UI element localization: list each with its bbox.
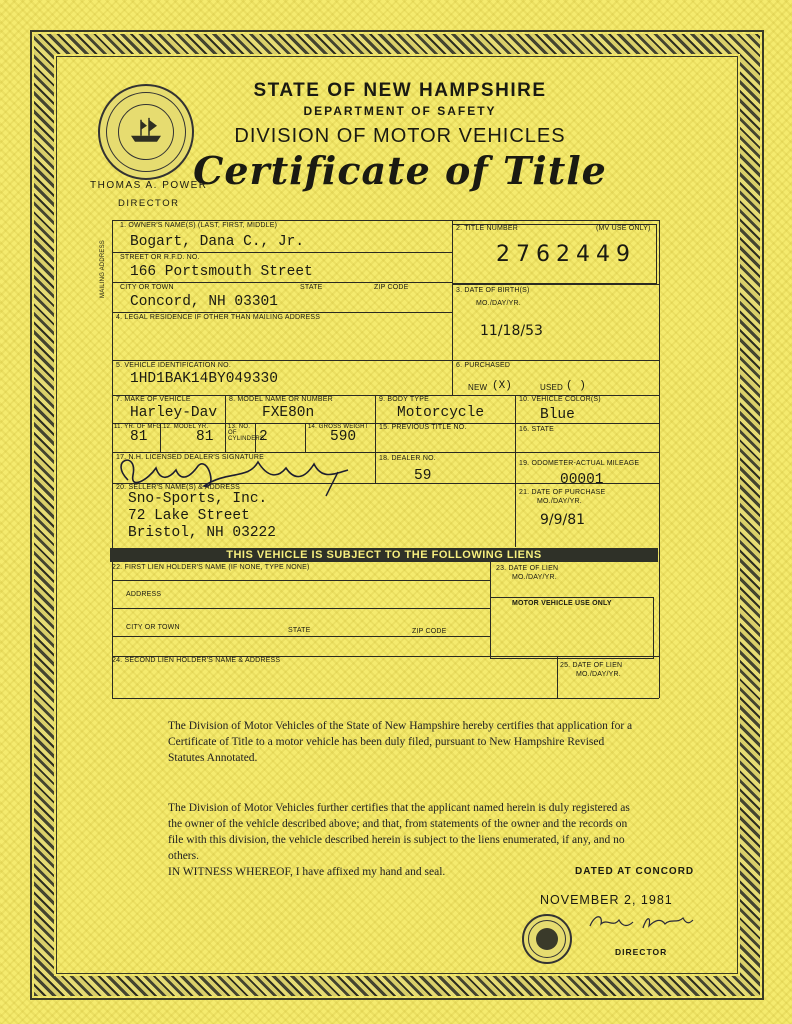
prev-title-label: 15. PREVIOUS TITLE NO. — [379, 424, 467, 431]
seller-street-value: 72 Lake Street — [128, 508, 250, 524]
seller-city-value: Bristol, NH 03222 — [128, 525, 276, 541]
issue-date: NOVEMBER 2, 1981 — [540, 893, 673, 907]
mv-use-only-label: MOTOR VEHICLE USE ONLY — [512, 600, 612, 607]
state-heading: STATE OF NEW HAMPSHIRE — [253, 80, 547, 101]
director-signature — [585, 906, 695, 936]
new-mark: (X) — [492, 380, 512, 392]
owner-label: 1. OWNER'S NAME(S) (LAST, FIRST, MIDDLE) — [120, 222, 278, 229]
yr-mfg-value: 81 — [130, 429, 148, 445]
lien-format2-label: MO./DAY/YR. — [576, 671, 621, 678]
gross-weight-label: 14. GROSS WEIGHT — [308, 424, 369, 430]
purchase-date-value: 9/9/81 — [540, 512, 586, 528]
department-heading: DEPARTMENT OF SAFETY — [303, 104, 497, 118]
seller-label: 20. SELLER'S NAME(S) & ADDRESS — [116, 484, 241, 491]
dob-label: 3. DATE OF BIRTH(S) — [456, 287, 530, 294]
street-value: 166 Portsmouth Street — [130, 264, 313, 280]
purchase-date-label: 21. DATE OF PURCHASE — [519, 489, 606, 496]
gross-weight-value: 590 — [330, 429, 357, 445]
yr-mfg-label: 11. YR. OF MFG. — [114, 424, 164, 430]
city-value: Concord, NH 03301 — [130, 294, 278, 310]
dealer-no-label: 18. DEALER NO. — [379, 455, 436, 462]
model-yr-value: 81 — [196, 429, 214, 445]
dated-at: DATED AT CONCORD — [575, 866, 695, 877]
model-yr-label: 12. MODEL YR. — [163, 424, 209, 430]
color-value: Blue — [540, 407, 575, 423]
used-label: USED — [540, 383, 564, 392]
state16-label: 16. STATE — [519, 426, 554, 433]
mv-use-label: (MV USE ONLY) — [596, 225, 651, 232]
body-label: 9. BODY TYPE — [379, 396, 429, 403]
signer-title: DIRECTOR — [615, 947, 668, 957]
mailing-address-label: MAILING ADDRESS — [100, 239, 106, 298]
make-label: 7. MAKE OF VEHICLE — [116, 396, 191, 403]
lien-date2-label: 25. DATE OF LIEN — [560, 662, 623, 669]
odometer-label: 19. ODOMETER-ACTUAL MILEAGE — [519, 460, 640, 467]
color-label: 10. VEHICLE COLOR(S) — [519, 396, 601, 403]
state-label: STATE — [300, 284, 323, 291]
model-value: FXE80n — [262, 405, 315, 421]
zip-label: ZIP CODE — [374, 284, 409, 291]
purchase-format-label: MO./DAY/YR. — [537, 498, 582, 505]
purchased-label: 6. PURCHASED — [456, 362, 511, 369]
owner-value: Bogart, Dana C., Jr. — [130, 234, 305, 250]
director-name: THOMAS A. POWER — [90, 180, 208, 191]
odometer-value: 00001 — [560, 472, 604, 488]
dob-format-label: MO./DAY/YR. — [476, 300, 521, 307]
liens-banner: THIS VEHICLE IS SUBJECT TO THE FOLLOWING LIENS — [110, 548, 658, 562]
dealer-signature — [108, 450, 368, 500]
used-mark: ( ) — [566, 380, 586, 392]
make-value: Harley-Dav — [130, 405, 218, 421]
director-title: DIRECTOR — [118, 198, 180, 209]
dealer-no-value: 59 — [414, 468, 432, 484]
seller-name-value: Sno-Sports, Inc. — [128, 491, 268, 507]
witness-line: IN WITNESS WHEREOF, I have affixed my hand and seal. — [168, 866, 446, 878]
legal-residence-label: 4. LEGAL RESIDENCE IF OTHER THAN MAILING ADDRESS — [116, 314, 321, 321]
zip2-label: ZIP CODE — [412, 628, 447, 635]
city-label: CITY OR TOWN — [120, 284, 174, 291]
first-lien-label: 22. FIRST LIEN HOLDER'S NAME (IF NONE, TYPE NONE) — [112, 564, 310, 571]
document-title: Certificate of Title — [193, 148, 607, 193]
address-label: ADDRESS — [126, 591, 162, 598]
dob-value: 11/18/53 — [480, 323, 543, 339]
cylinders-label: 13. NO. OF CYLINDERS — [228, 424, 265, 442]
division-heading: DIVISION OF MOTOR VEHICLES — [234, 125, 566, 147]
new-label: NEW — [468, 383, 488, 392]
state2-label: STATE — [288, 627, 311, 634]
body-value: Motorcycle — [397, 405, 485, 421]
vin-value: 1HD1BAK14BY049330 — [130, 371, 278, 387]
second-lien-label: 24. SECOND LIEN HOLDER'S NAME & ADDRESS — [112, 657, 281, 664]
lien-date-label: 23. DATE OF LIEN — [496, 565, 559, 572]
model-label: 8. MODEL NAME OR NUMBER — [229, 396, 333, 403]
street-label: STREET OR R.F.D. NO. — [120, 254, 200, 261]
certification-paragraph-1: The Division of Motor Vehicles of the State of New Hampshire hereby certifies that application for a Certificate of Title to a motor vehicle has been duly filed, pursuant to New Hampshire Revised Statutes Annotated. — [168, 720, 633, 764]
dealer-signature-label: 17. N.H. LICENSED DEALER'S SIGNATURE — [116, 454, 265, 461]
small-seal-icon — [522, 914, 572, 964]
cylinders-value: 2 — [259, 429, 268, 445]
title-number-label: 2. TITLE NUMBER — [456, 225, 518, 232]
lien-format-label: MO./DAY/YR. — [512, 574, 557, 581]
certification-paragraph-2: The Division of Motor Vehicles further certifies that the applicant named herein is duly registered as the owner of the vehicle described above; and that, from statements of the owner and the records on file with this division, the vehicle described herein is subject to the liens enumerated, if any, and no others. — [168, 802, 630, 862]
title-number-value: 2762449 — [496, 242, 636, 267]
vin-label: 5. VEHICLE IDENTIFICATION NO. — [116, 362, 231, 369]
city2-label: CITY OR TOWN — [126, 624, 180, 631]
